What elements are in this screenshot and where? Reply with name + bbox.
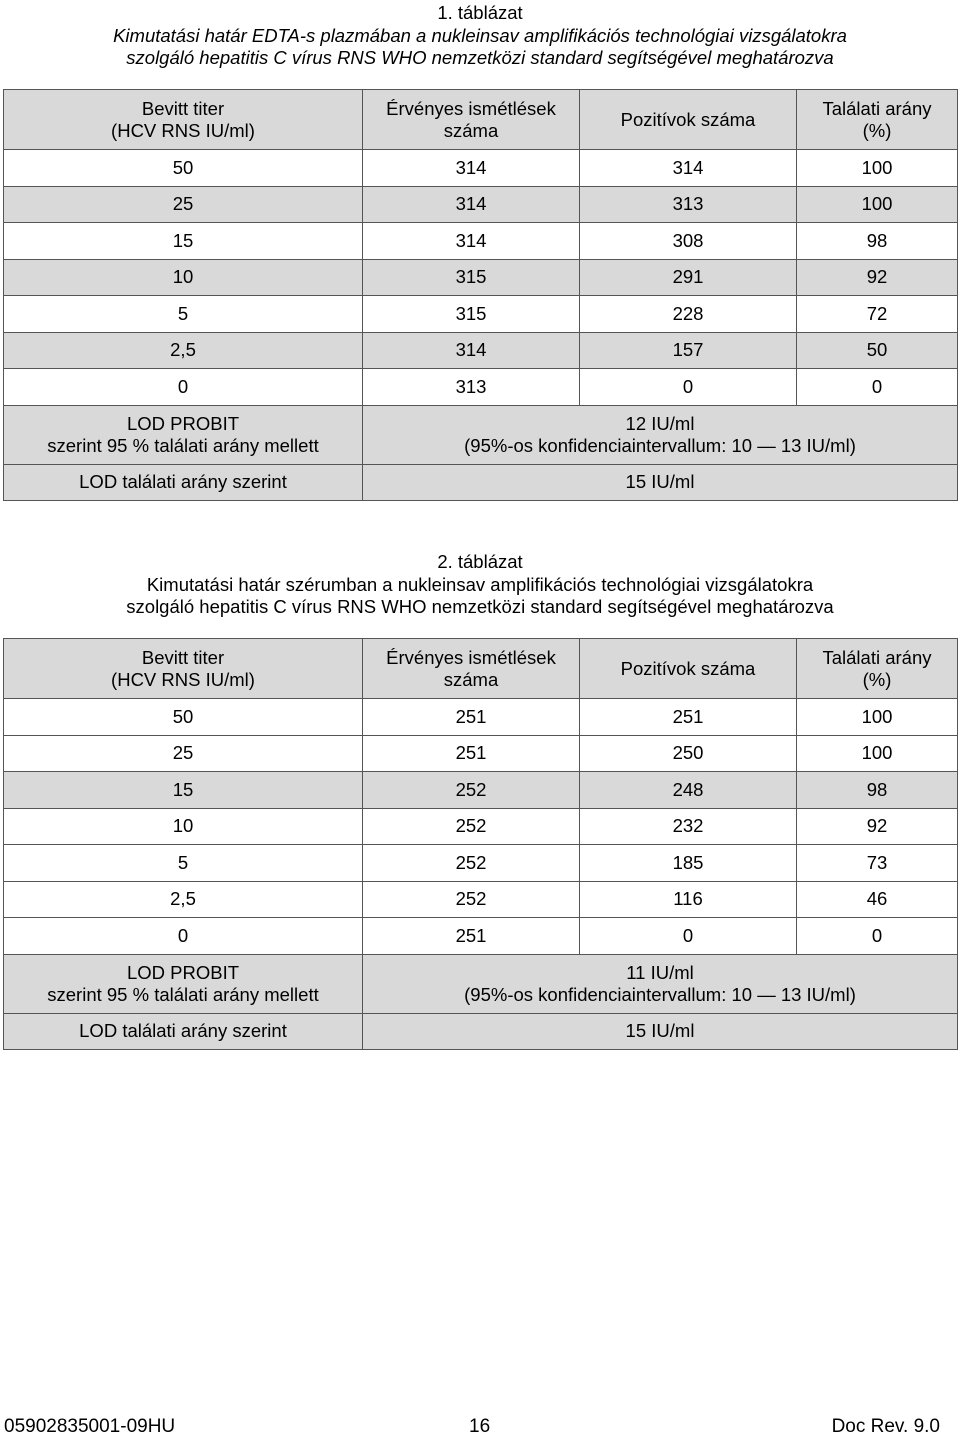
cell-positives: 0 — [580, 918, 797, 955]
table2-header-hit-rate: Találati arány (%) — [797, 639, 958, 699]
table2-lod-hit-row — [4, 1013, 958, 1049]
cell-hit-rate: 46 — [797, 881, 958, 918]
table2-header-positives: Pozitívok száma — [580, 639, 797, 699]
table-row — [4, 150, 958, 187]
cell-positives: 248 — [580, 772, 797, 809]
table2-header-valid-replicates: Érvényes ismétlések száma — [363, 639, 580, 699]
lod-probit-label: LOD PROBIT szerint 95 % találati arány mellett — [4, 954, 363, 1013]
cell-replicates: 315 — [363, 296, 580, 333]
cell-replicates: 252 — [363, 845, 580, 882]
lod-probit-label: LOD PROBIT szerint 95 % találati arány mellett — [4, 405, 363, 464]
cell-positives: 291 — [580, 259, 797, 296]
cell-hit-rate: 92 — [797, 259, 958, 296]
cell-titer: 5 — [4, 845, 363, 882]
table-row — [4, 332, 958, 369]
cell-titer: 50 — [4, 150, 363, 187]
table-row — [4, 735, 958, 772]
table1-lod-probit-row — [4, 405, 958, 464]
cell-titer: 2,5 — [4, 881, 363, 918]
table-row — [4, 223, 958, 260]
cell-titer: 0 — [4, 369, 363, 406]
table-row — [4, 918, 958, 955]
footer-revision: Doc Rev. 9.0 — [831, 1416, 940, 1437]
cell-titer: 15 — [4, 772, 363, 809]
cell-positives: 314 — [580, 150, 797, 187]
cell-hit-rate: 100 — [797, 150, 958, 187]
table2-caption-line2: szolgáló hepatitis C vírus RNS WHO nemzetközi standard segítségével meghatározva — [126, 596, 834, 617]
table-row — [4, 772, 958, 809]
cell-hit-rate: 98 — [797, 772, 958, 809]
cell-replicates: 314 — [363, 223, 580, 260]
cell-replicates: 313 — [363, 369, 580, 406]
cell-titer: 0 — [4, 918, 363, 955]
table-row — [4, 881, 958, 918]
table1-header-input-titer: Bevitt titer (HCV RNS IU/ml) — [4, 90, 363, 150]
lod-hit-label: LOD találati arány szerint — [4, 464, 363, 500]
cell-hit-rate: 100 — [797, 186, 958, 223]
cell-positives: 185 — [580, 845, 797, 882]
cell-replicates: 252 — [363, 772, 580, 809]
cell-positives: 232 — [580, 808, 797, 845]
cell-hit-rate: 0 — [797, 918, 958, 955]
cell-positives: 308 — [580, 223, 797, 260]
cell-replicates: 251 — [363, 918, 580, 955]
table1-header-valid-replicates: Érvényes ismétlések száma — [363, 90, 580, 150]
cell-titer: 50 — [4, 699, 363, 736]
cell-positives: 157 — [580, 332, 797, 369]
cell-hit-rate: 100 — [797, 735, 958, 772]
cell-positives: 313 — [580, 186, 797, 223]
table-row — [4, 369, 958, 406]
cell-positives: 116 — [580, 881, 797, 918]
table-row — [4, 808, 958, 845]
table1-number: 1. táblázat — [437, 2, 523, 23]
table1-caption-line2: szolgáló hepatitis C vírus RNS WHO nemzetközi standard segítségével meghatározva — [126, 47, 834, 68]
table2-caption-line1: Kimutatási határ szérumban a nukleinsav amplifikációs technológiai vizsgálatokra — [146, 573, 814, 595]
lod-probit-value: 12 IU/ml (95%-os konfidenciaintervallum: 10 — 13 IU/ml) — [363, 405, 958, 464]
table2-number: 2. táblázat — [437, 551, 523, 572]
lod-hit-label: LOD találati arány szerint — [4, 1013, 363, 1049]
cell-replicates: 314 — [363, 150, 580, 187]
cell-positives: 0 — [580, 369, 797, 406]
cell-titer: 25 — [4, 735, 363, 772]
footer-page-number: 16 — [469, 1416, 491, 1437]
table1-caption — [0, 2, 960, 70]
cell-titer: 25 — [4, 186, 363, 223]
cell-replicates: 251 — [363, 699, 580, 736]
lod-probit-value: 11 IU/ml (95%-os konfidenciaintervallum: 10 — 13 IU/ml) — [363, 954, 958, 1013]
cell-hit-rate: 73 — [797, 845, 958, 882]
table2-caption — [0, 551, 960, 619]
cell-titer: 15 — [4, 223, 363, 260]
lod-hit-value: 15 IU/ml — [363, 1013, 958, 1049]
cell-replicates: 252 — [363, 808, 580, 845]
cell-replicates: 251 — [363, 735, 580, 772]
cell-replicates: 314 — [363, 186, 580, 223]
table2 — [3, 638, 958, 1050]
cell-hit-rate: 50 — [797, 332, 958, 369]
table-row — [4, 259, 958, 296]
table2-header-row — [4, 639, 958, 699]
table1 — [3, 89, 958, 501]
table1-header-positives: Pozitívok száma — [580, 90, 797, 150]
table1-header-row — [4, 90, 958, 150]
lod-hit-value: 15 IU/ml — [363, 464, 958, 500]
cell-titer: 2,5 — [4, 332, 363, 369]
cell-titer: 5 — [4, 296, 363, 333]
table-row — [4, 296, 958, 333]
cell-hit-rate: 72 — [797, 296, 958, 333]
table1-header-hit-rate: Találati arány (%) — [797, 90, 958, 150]
table-row — [4, 699, 958, 736]
cell-positives: 250 — [580, 735, 797, 772]
cell-hit-rate: 100 — [797, 699, 958, 736]
cell-titer: 10 — [4, 808, 363, 845]
table2-header-input-titer: Bevitt titer (HCV RNS IU/ml) — [4, 639, 363, 699]
cell-replicates: 252 — [363, 881, 580, 918]
table-row — [4, 186, 958, 223]
cell-positives: 228 — [580, 296, 797, 333]
cell-positives: 251 — [580, 699, 797, 736]
cell-replicates: 315 — [363, 259, 580, 296]
table-row — [4, 845, 958, 882]
cell-hit-rate: 98 — [797, 223, 958, 260]
table2-lod-probit-row — [4, 954, 958, 1013]
cell-hit-rate: 0 — [797, 369, 958, 406]
cell-titer: 10 — [4, 259, 363, 296]
cell-hit-rate: 92 — [797, 808, 958, 845]
table1-lod-hit-row — [4, 464, 958, 500]
table1-caption-line1: Kimutatási határ EDTA-s plazmában a nukleinsav amplifikációs technológiai vizsgálatokra — [113, 24, 847, 46]
cell-replicates: 314 — [363, 332, 580, 369]
footer-doc-id: 05902835001-09HU — [4, 1416, 176, 1437]
